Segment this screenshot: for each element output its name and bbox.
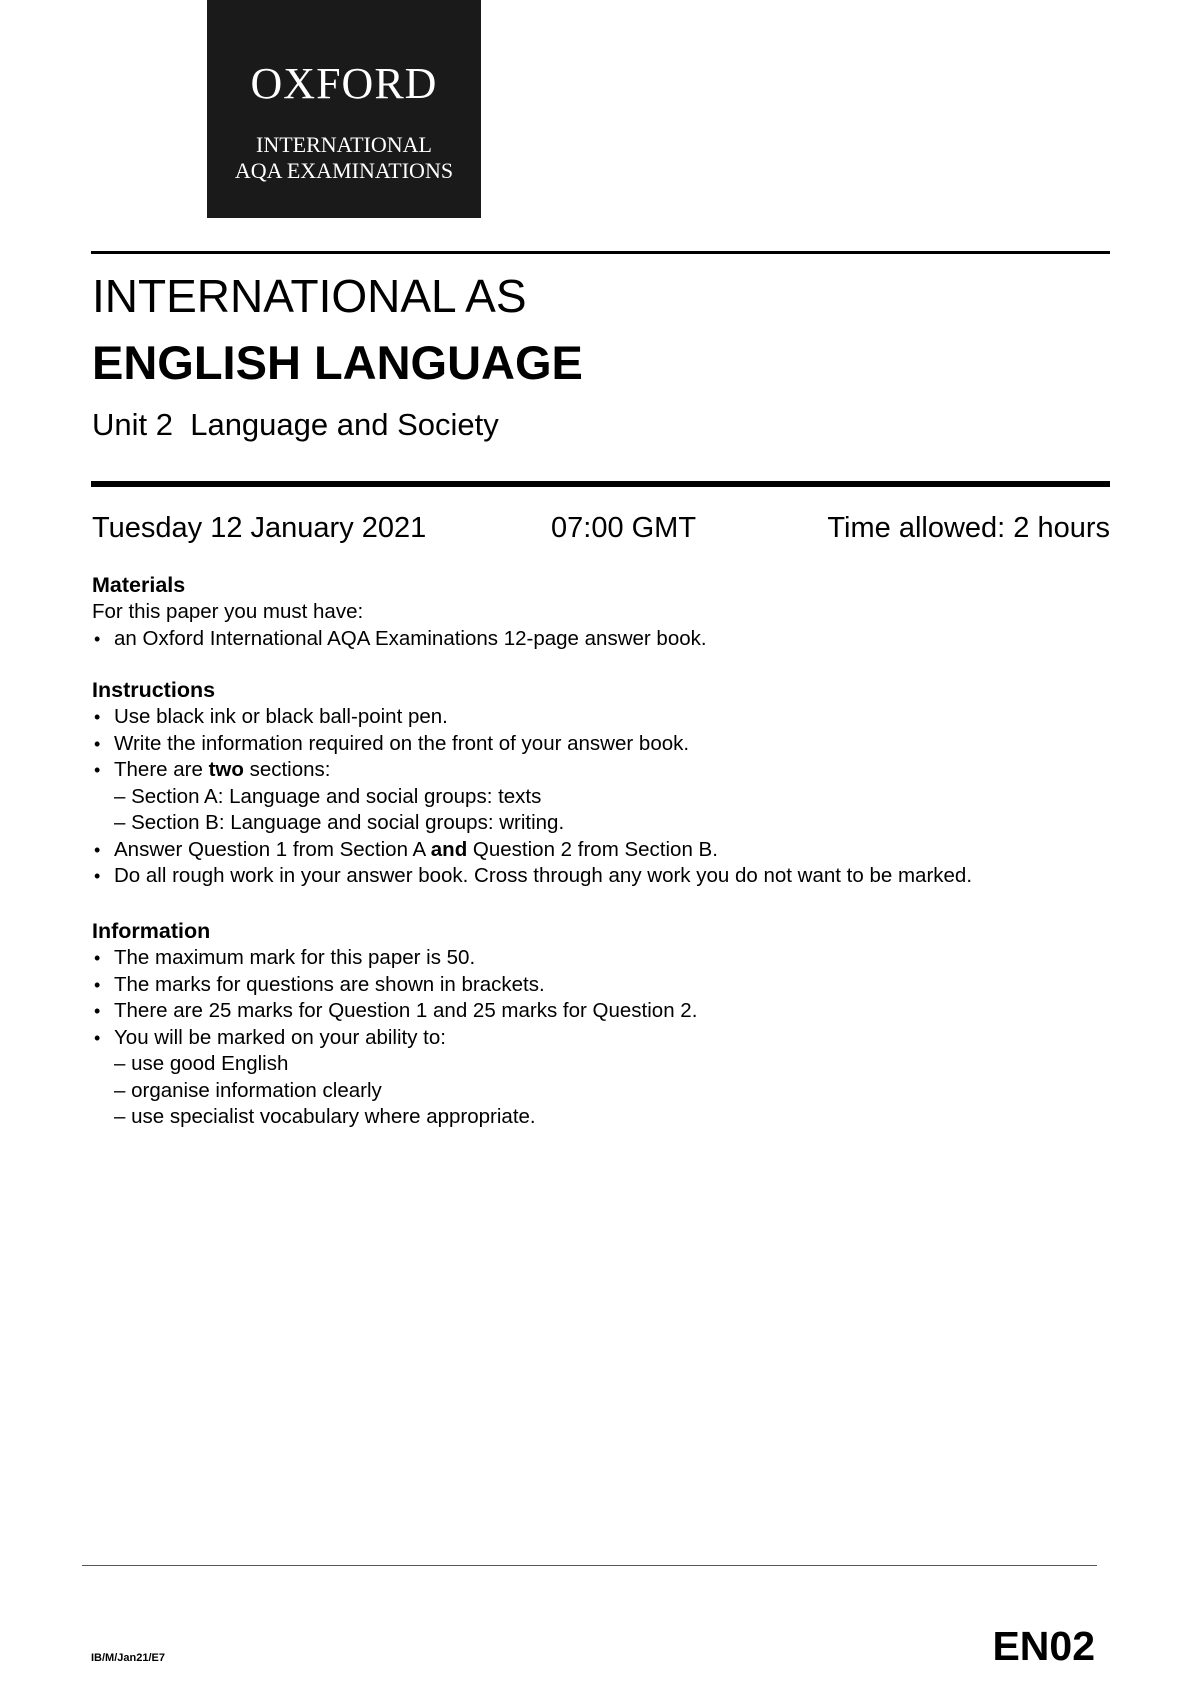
materials-heading: Materials: [92, 573, 186, 597]
materials-section: [92, 572, 1102, 652]
unit-title: Unit 2 Language and Society: [92, 407, 499, 442]
instructions-section: [92, 677, 1102, 890]
paper-code: EN02: [992, 1623, 1095, 1669]
text-run: Answer Question 1 from Section A: [114, 837, 431, 861]
qualification-title: INTERNATIONAL AS: [92, 270, 527, 322]
information-heading: Information: [92, 919, 211, 943]
list-item: [92, 757, 1102, 784]
sub-list-item: – organise information clearly: [114, 1078, 382, 1102]
paper-reference: IB/M/Jan21/E7: [91, 1652, 165, 1664]
exam-date: Tuesday 12 January 2021: [92, 512, 427, 544]
exam-time: 07:00 GMT: [551, 512, 697, 544]
materials-list: [92, 626, 1102, 653]
information-list: [92, 945, 1102, 1131]
logo-line-1: INTERNATIONAL: [256, 132, 432, 157]
footer-rule: [82, 1565, 1097, 1566]
text-run: sections:: [243, 758, 331, 781]
sub-list-item: – use specialist vocabulary where appropriate.: [114, 1105, 536, 1128]
time-allowed: Time allowed: 2 hours: [827, 512, 1110, 544]
instructions-heading: Instructions: [92, 678, 216, 702]
oxford-aqa-logo: [207, 0, 481, 218]
list-item: [92, 837, 1102, 864]
text-run: Question 2 from Section B.: [467, 837, 718, 861]
list-item: • Do all rough work in your answer book. Cross through any work you do not want to be marked.: [92, 863, 1102, 890]
subject-title: ENGLISH LANGUAGE: [92, 336, 583, 389]
instructions-list: [92, 704, 1102, 890]
top-rule: [91, 251, 1110, 254]
text-run: There are: [114, 758, 209, 781]
list-item: • an Oxford International AQA Examinations 12-page answer book.: [92, 626, 1102, 653]
logo-line-2: AQA EXAMINATIONS: [234, 158, 454, 183]
information-section: [92, 918, 1102, 1131]
list-item: • The marks for questions are shown in brackets.: [92, 972, 1102, 999]
list-item: • Use black ink or black ball-point pen.: [92, 704, 1102, 731]
list-item: • Write the information required on the front of your answer book.: [92, 731, 1102, 758]
emphasis-text: and: [430, 837, 468, 861]
thick-rule: [91, 481, 1110, 487]
sub-list-item: – Section A: Language and social groups: texts: [114, 784, 542, 808]
list-item: • There are 25 marks for Question 1 and 25 marks for Question 2.: [92, 998, 1102, 1025]
sub-list-item: – Section B: Language and social groups: writing.: [114, 811, 565, 834]
sub-list-item: – use good English: [114, 1052, 289, 1075]
list-item: • The maximum mark for this paper is 50.: [92, 945, 1102, 972]
emphasis-text: two: [208, 758, 244, 781]
list-item: • You will be marked on your ability to:: [92, 1025, 1102, 1052]
materials-intro: For this paper you must have:: [92, 600, 364, 623]
logo-brand: OXFORD: [250, 59, 438, 108]
